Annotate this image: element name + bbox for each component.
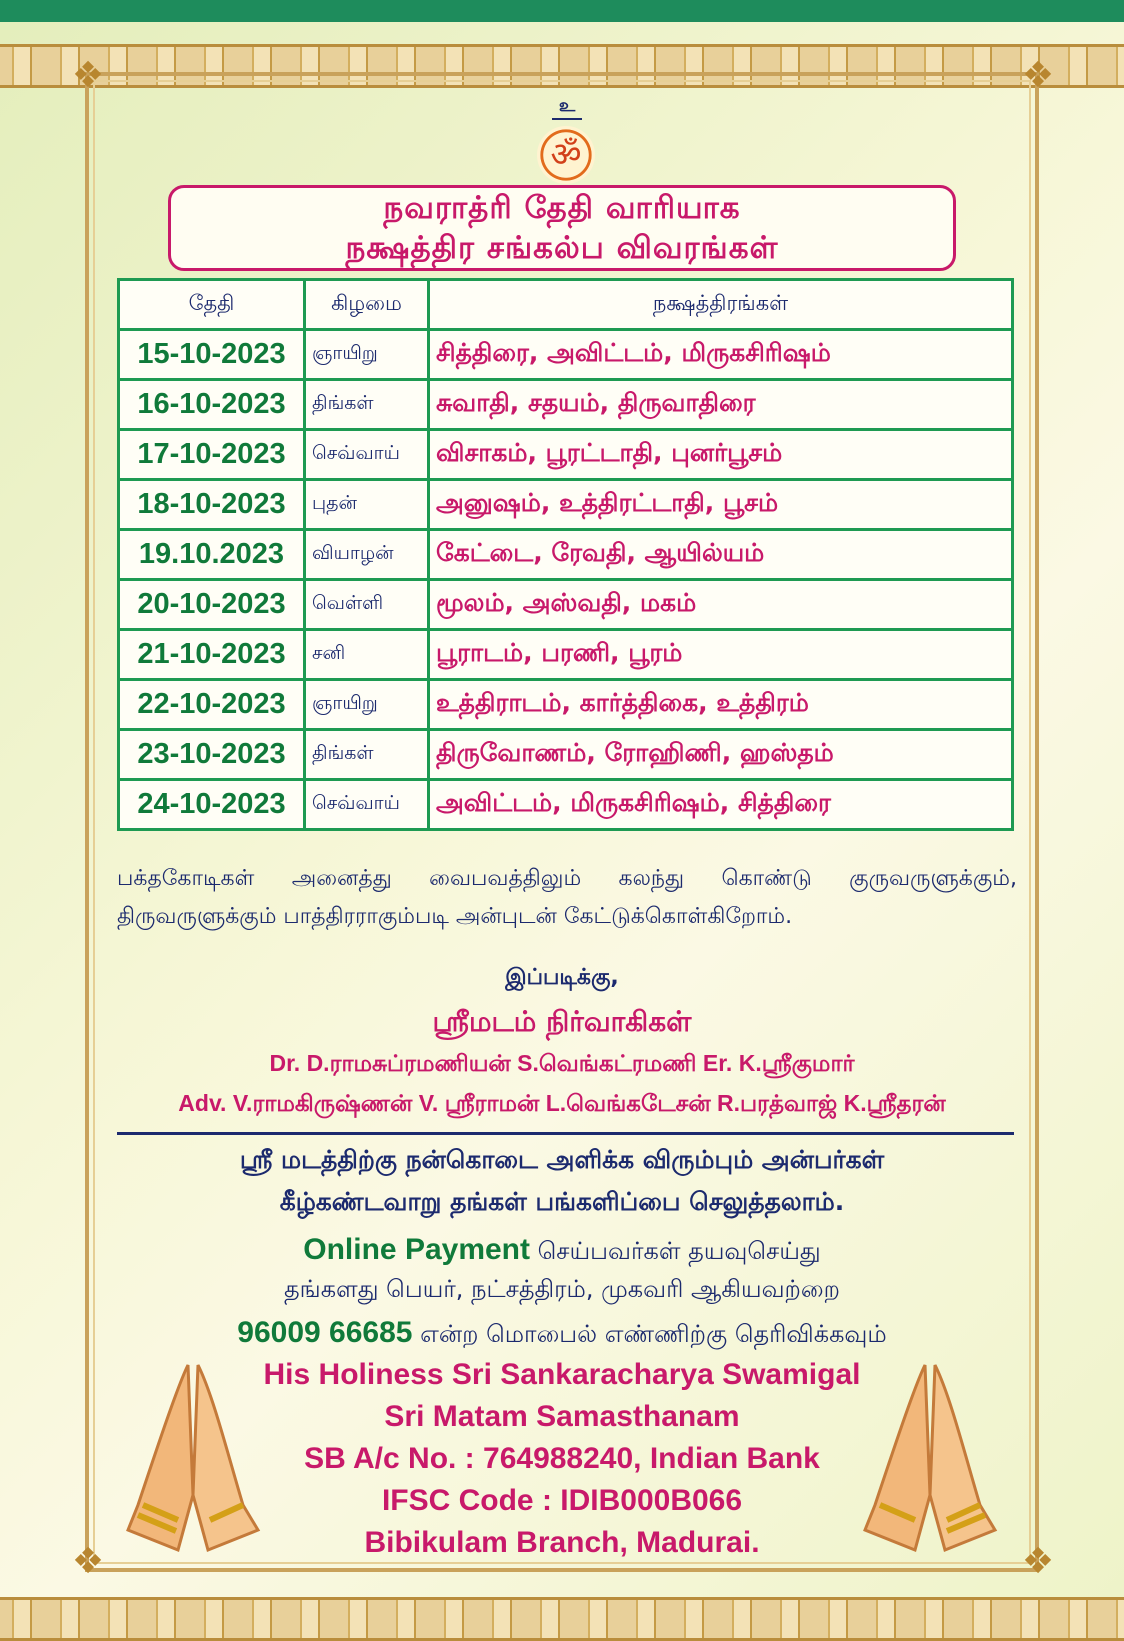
table-row <box>119 530 1013 580</box>
header-day: கிழமை <box>305 280 429 330</box>
corner-ornament-icon: ❖ <box>71 1541 105 1582</box>
bank-ifsc: IFSC Code : IDIB000B066 <box>381 1484 743 1517</box>
send-details-line: தங்களது பெயர், நட்சத்திரம், முகவரி ஆகியவற்றை <box>284 1275 840 1303</box>
row-date: 24-10-2023 <box>119 780 305 830</box>
row-day: வெள்ளி <box>305 580 429 630</box>
mobile-number: 96009 66685 <box>237 1316 413 1349</box>
row-day: ஞாயிறு <box>305 680 429 730</box>
row-stars: அவிட்டம், மிருகசிரிஷம், சித்திரை <box>429 780 1013 830</box>
bank-account-name: His Holiness Sri Sankaracharya Swamigal <box>263 1358 861 1391</box>
row-date: 23-10-2023 <box>119 730 305 780</box>
row-day: புதன் <box>305 480 429 530</box>
table-row <box>119 480 1013 530</box>
bank-branch: Bibikulam Branch, Madurai. <box>364 1526 760 1559</box>
row-stars: திருவோணம், ரோஹிணி, ஹஸ்தம் <box>429 730 1013 780</box>
row-date: 22-10-2023 <box>119 680 305 730</box>
corner-ornament-icon: ❖ <box>71 55 105 96</box>
row-stars: பூராடம், பரணி, பூரம் <box>429 630 1013 680</box>
row-day: சனி <box>305 630 429 680</box>
mobile-line <box>85 1316 1039 1351</box>
row-day: செவ்வாய் <box>305 780 429 830</box>
row-stars: மூலம், அஸ்வதி, மகம் <box>429 580 1013 630</box>
bank-account-number: SB A/c No. : 764988240, Indian Bank <box>304 1442 820 1475</box>
row-date: 21-10-2023 <box>119 630 305 680</box>
donation-line-2: கீழ்கண்டவாறு தங்கள் பங்களிப்பை செலுத்தலாம். <box>279 1187 845 1216</box>
row-stars: கேட்டை, ரேவதி, ஆயில்யம் <box>429 530 1013 580</box>
table-row <box>119 580 1013 630</box>
ippadikku-text: இப்படிக்கு, <box>505 965 619 990</box>
bank-account-org: Sri Matam Samasthanam <box>384 1400 740 1433</box>
row-date: 16-10-2023 <box>119 380 305 430</box>
row-stars: விசாகம், பூரட்டாதி, புனர்பூசம் <box>429 430 1013 480</box>
table-row <box>119 730 1013 780</box>
title-line-2: நக்ஷத்திர சங்கல்ப விவரங்கள் <box>345 230 779 266</box>
row-day: வியாழன் <box>305 530 429 580</box>
row-date: 15-10-2023 <box>119 330 305 380</box>
mobile-text: என்ற மொபைல் எண்ணிற்கு தெரிவிக்கவும் <box>412 1320 887 1348</box>
header-stars: நக்ஷத்திரங்கள் <box>429 280 1013 330</box>
row-stars: அனுஷம், உத்திரட்டாதி, பூசம் <box>429 480 1013 530</box>
folded-hands-icon <box>118 1355 268 1555</box>
row-day: செவ்வாய் <box>305 430 429 480</box>
row-date: 19.10.2023 <box>119 530 305 580</box>
srimadam-heading: ஸ்ரீமடம் நிர்வாகிகள் <box>432 1005 692 1038</box>
table-row <box>119 380 1013 430</box>
donation-line-1: ஸ்ரீ மடத்திற்கு நன்கொடை அளிக்க விரும்பும் அன்பர்கள் <box>239 1145 885 1174</box>
pillaiyar-suzhi: உ <box>552 95 582 120</box>
divider <box>117 1132 1014 1135</box>
row-date: 18-10-2023 <box>119 480 305 530</box>
header-date: தேதி <box>119 280 305 330</box>
row-stars: சித்திரை, அவிட்டம், மிருகசிரிஷம் <box>429 330 1013 380</box>
online-payment-line <box>85 1233 1039 1268</box>
online-payment-text: செய்பவர்கள் தயவுசெய்து <box>530 1237 821 1265</box>
row-day: ஞாயிறு <box>305 330 429 380</box>
table-row <box>119 330 1013 380</box>
folded-hands-icon <box>855 1355 1005 1555</box>
title-line-1: நவராத்ரி தேதி வாரியாக <box>383 190 741 226</box>
online-payment-label: Online Payment <box>303 1233 530 1266</box>
nakshatra-table <box>117 278 1014 831</box>
bottom-ornamental-band <box>0 1597 1124 1641</box>
corner-ornament-icon: ❖ <box>1021 55 1055 96</box>
table-row <box>119 780 1013 830</box>
table-header-row <box>119 280 1013 330</box>
row-stars: உத்திராடம், கார்த்திகை, உத்திரம் <box>429 680 1013 730</box>
row-date: 20-10-2023 <box>119 580 305 630</box>
row-stars: சுவாதி, சதயம், திருவாதிரை <box>429 380 1013 430</box>
title-box <box>168 185 956 271</box>
row-day: திங்கள் <box>305 730 429 780</box>
devotee-message: பக்தகோடிகள் அனைத்து வைபவத்திலும் கலந்து கொண்டு குருவருளுக்கும், திருவருளுக்கும் பாத்திரராகும்படி அன்புடன் கேட்டுக்கொள்கிறோம். <box>117 866 1017 929</box>
table-row <box>119 680 1013 730</box>
administrators-line-2: Adv. V.ராமகிருஷ்ணன் V. ஸ்ரீராமன் L.வெங்கடேசன் R.பரத்வாஜ் K.ஸ்ரீதரன் <box>178 1090 946 1116</box>
corner-ornament-icon: ❖ <box>1021 1541 1055 1582</box>
om-icon: ॐ <box>537 126 595 184</box>
row-date: 17-10-2023 <box>119 430 305 480</box>
table-row <box>119 430 1013 480</box>
row-day: திங்கள் <box>305 380 429 430</box>
table-row <box>119 630 1013 680</box>
administrators-line-1: Dr. D.ராமசுப்ரமணியன் S.வெங்கட்ரமணி Er. K.ஸ்ரீகுமார் <box>269 1050 855 1076</box>
